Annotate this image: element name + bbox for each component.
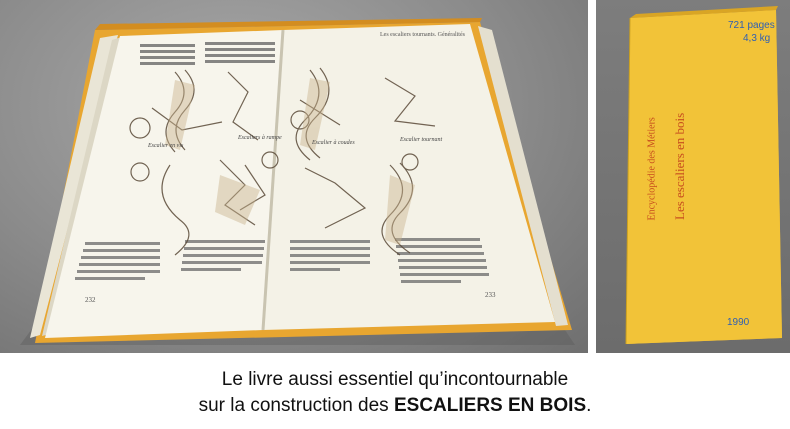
caption-line-1: Le livre aussi essentiel qu’incontournable — [221, 369, 569, 390]
book-spine-photo — [596, 0, 790, 353]
right-page — [263, 24, 555, 330]
caption-escalier-tournant: Escalier tournant — [400, 137, 443, 143]
left-page-number: 232 — [85, 296, 96, 304]
caption-escalier-a-coudes: Escalier à coudes — [312, 140, 355, 146]
annotation-pages: 721 pages — [728, 20, 775, 31]
caption-line-2-bold: ESCALIERS EN BOIS — [393, 395, 587, 416]
caption-escaliers-a-rampe: Escaliers à rampe — [238, 135, 282, 141]
caption-escalier-en-vis: Escalier en vis — [148, 143, 184, 149]
right-page-header: Les escaliers tournants. Généralités — [380, 32, 465, 38]
caption-line-2 — [0, 395, 790, 417]
right-page-number: 233 — [485, 291, 496, 299]
caption-line-2-end: . — [586, 395, 592, 416]
annotation-year: 1990 — [727, 317, 750, 328]
annotation-weight: 4,3 kg — [743, 33, 771, 44]
caption-line-2-start: sur la construction des — [198, 395, 394, 416]
spine-title-2: Les escaliers en bois — [672, 112, 687, 220]
spine-title-1: Encyclopédie des Métiers — [646, 117, 658, 221]
book-spine-illustration — [596, 0, 790, 353]
